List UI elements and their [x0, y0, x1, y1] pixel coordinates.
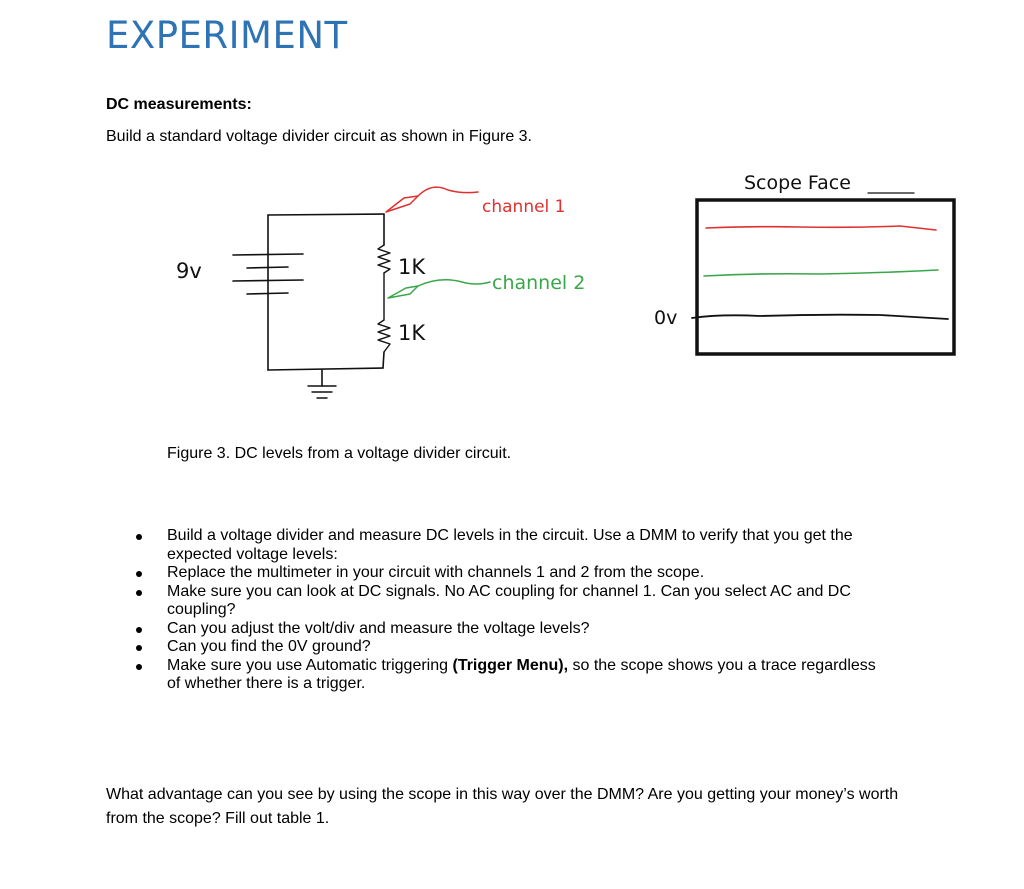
list-item: Can you adjust the volt/div and measure the voltage levels? [130, 620, 890, 639]
figure-caption: Figure 3. DC levels from a voltage divider circuit. [167, 445, 512, 462]
probe-icon [386, 187, 478, 212]
list-item: Replace the multimeter in your circuit with channels 1 and 2 from the scope. [130, 564, 890, 583]
page-title: EXPERIMENT [106, 14, 348, 57]
list-item [130, 657, 890, 694]
list-item: Make sure you can look at DC signals. No AC coupling for channel 1. Can you select AC and DC coupling? [130, 583, 890, 620]
channel2-label: channel 2 [492, 272, 586, 294]
scope-face-box [697, 200, 954, 354]
voltage-divider-figure [0, 160, 1024, 440]
resistor-icon [378, 273, 390, 352]
battery-label: 9v [176, 259, 202, 283]
closing-paragraph: What advantage can you see by using the scope in this way over the DMM? Are you getting your money’s worth from the scope? Fill out table 1. [106, 786, 899, 827]
list-item-text: Make sure you use Automatic triggering [167, 656, 453, 674]
scope-face-label: Scope Face [744, 172, 851, 194]
instruction-list [130, 527, 890, 694]
resistor-label: 1K [398, 321, 426, 345]
probe-icon [388, 280, 490, 298]
zero-volt-label: 0v [654, 307, 678, 329]
channel1-label: channel 1 [482, 197, 566, 217]
circuit-wires [268, 214, 384, 386]
list-item: Build a voltage divider and measure DC levels in the circuit. Use a DMM to verify that you get the expected voltage levels: [130, 527, 890, 564]
resistor-label: 1K [398, 255, 426, 279]
trigger-menu-emphasis: (Trigger Menu), [452, 656, 569, 674]
list-item-text: so the scope shows you a trace regardless of whether there is a trigger. [167, 656, 876, 692]
ground-icon [308, 386, 336, 398]
resistor-icon [378, 245, 390, 273]
list-item: Can you find the 0V ground? [130, 638, 890, 657]
intro-text: Build a standard voltage divider circuit as shown in Figure 3. [106, 128, 532, 145]
section-heading: DC measurements: [106, 96, 252, 113]
